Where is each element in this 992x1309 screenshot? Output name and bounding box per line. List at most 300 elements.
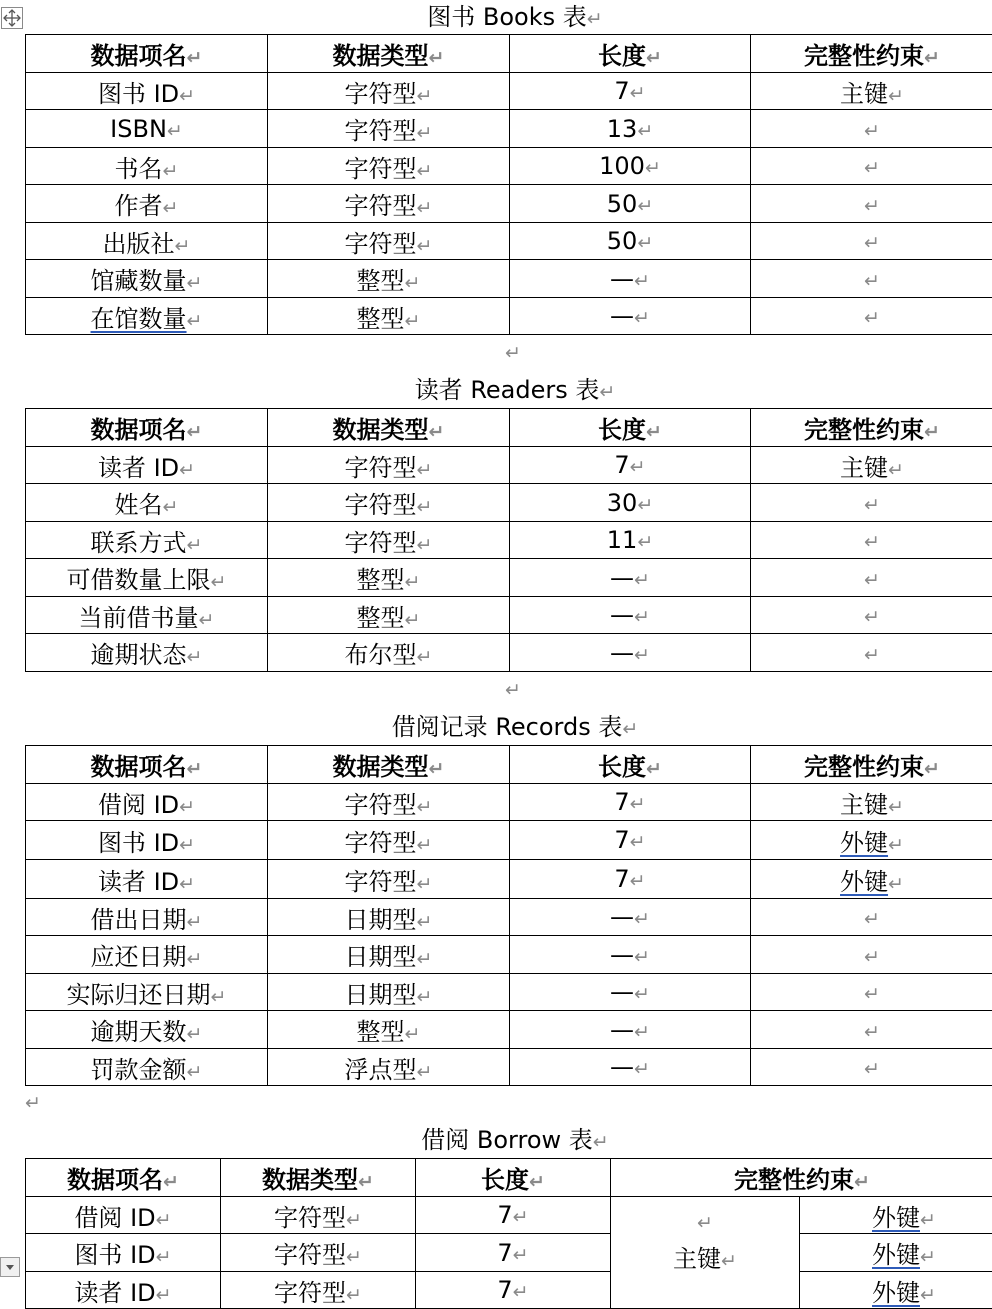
table-cell xyxy=(751,148,992,185)
cell-text: 长度 xyxy=(598,42,646,70)
table-cell xyxy=(510,110,751,148)
table-cell xyxy=(268,936,510,974)
header-cell xyxy=(221,1159,416,1197)
cell-text: 50 xyxy=(607,227,638,255)
return-mark: ↵ xyxy=(417,85,433,107)
table-cell xyxy=(751,110,992,148)
return-mark: ↵ xyxy=(417,948,433,970)
cell-text: 30 xyxy=(607,489,638,517)
cell-text: 整型 xyxy=(357,305,405,333)
cell-text: 当前借书量 xyxy=(79,604,199,632)
table-cell xyxy=(510,522,751,559)
table-cell xyxy=(26,936,268,974)
table-cell xyxy=(268,223,510,260)
table-row xyxy=(26,1011,992,1049)
table-cell xyxy=(751,899,992,936)
table-row xyxy=(26,110,992,148)
table-cell xyxy=(26,1011,268,1049)
table-cell xyxy=(26,860,268,899)
return-mark: ↵ xyxy=(429,758,445,780)
table-cell xyxy=(416,1197,611,1234)
cell-text: 字符型 xyxy=(345,155,417,183)
return-mark: ↵ xyxy=(417,873,433,895)
return-mark: ↵ xyxy=(417,1061,433,1083)
caption-text: 借阅记录 Records 表 xyxy=(392,713,623,741)
caption-text: 读者 Readers 表 xyxy=(415,376,600,404)
cell-text: 字符型 xyxy=(274,1279,346,1307)
return-mark: ↵ xyxy=(417,646,433,668)
return-mark: ↵ xyxy=(924,47,940,69)
paragraph-mark xyxy=(505,342,521,364)
table-cell xyxy=(268,148,510,185)
return-mark: ↵ xyxy=(211,571,227,593)
return-mark: ↵ xyxy=(417,911,433,933)
table-cell xyxy=(26,110,268,148)
return-mark: ↵ xyxy=(167,120,183,142)
table-cell xyxy=(268,1011,510,1049)
table-cell xyxy=(26,1234,221,1272)
return-mark: ↵ xyxy=(156,1246,172,1268)
borrow-table xyxy=(25,1158,992,1309)
table-cell xyxy=(751,484,992,522)
return-mark: ↵ xyxy=(622,718,638,740)
scroll-down-button[interactable] xyxy=(0,1257,20,1277)
table-cell xyxy=(26,260,268,298)
return-mark: ↵ xyxy=(920,1209,936,1231)
cell-text: 数据项名 xyxy=(67,1166,163,1194)
cell-text: 借阅 ID xyxy=(98,791,179,819)
table-cell xyxy=(26,447,268,484)
table-row xyxy=(26,148,992,185)
books-table xyxy=(25,34,992,335)
table-cell xyxy=(510,1049,751,1086)
table-cell xyxy=(751,185,992,223)
return-mark: ↵ xyxy=(187,534,203,556)
table-row xyxy=(26,484,992,522)
return-mark: ↵ xyxy=(179,459,195,481)
table-cell xyxy=(26,784,268,821)
return-mark: ↵ xyxy=(634,270,650,292)
return-mark: ↵ xyxy=(864,494,880,516)
table-row xyxy=(26,1272,992,1309)
return-mark: ↵ xyxy=(630,793,646,815)
cell-text: 字符型 xyxy=(345,491,417,519)
table-header-row xyxy=(26,1159,992,1197)
cell-text: 浮点型 xyxy=(345,1056,417,1084)
return-mark: ↵ xyxy=(199,609,215,631)
table-cell xyxy=(510,899,751,936)
table-cell xyxy=(751,447,992,484)
cell-text: 布尔型 xyxy=(345,641,417,669)
table-row xyxy=(26,860,992,899)
cell-text: 50 xyxy=(607,190,638,218)
table-row xyxy=(26,260,992,298)
return-mark: ↵ xyxy=(864,120,880,142)
table-cell xyxy=(26,522,268,559)
paragraph-mark xyxy=(505,679,521,701)
table-cell xyxy=(268,447,510,484)
return-mark: ↵ xyxy=(587,8,603,30)
table-row xyxy=(26,559,992,597)
table-cell xyxy=(416,1272,611,1309)
table-cell xyxy=(26,73,268,110)
table-cell xyxy=(510,936,751,974)
return-mark: ↵ xyxy=(187,310,203,332)
return-mark: ↵ xyxy=(634,983,650,1005)
return-mark: ↵ xyxy=(637,120,653,142)
return-mark: ↵ xyxy=(645,157,661,179)
cell-text: 外键 xyxy=(872,1204,920,1232)
return-mark: ↵ xyxy=(187,421,203,443)
return-mark: ↵ xyxy=(637,232,653,254)
table-cell xyxy=(751,784,992,821)
cell-text: 日期型 xyxy=(345,943,417,971)
return-mark: ↵ xyxy=(864,946,880,968)
table-cell xyxy=(510,484,751,522)
table-cell xyxy=(26,899,268,936)
table-cell xyxy=(800,1197,992,1234)
table-cell xyxy=(510,73,751,110)
return-mark: ↵ xyxy=(187,1023,203,1045)
return-mark: ↵ xyxy=(417,834,433,856)
header-cell xyxy=(611,1159,992,1197)
cell-text: 数据项名 xyxy=(91,416,187,444)
cell-text: 7 xyxy=(497,1201,512,1229)
header-cell xyxy=(26,746,268,784)
return-mark: ↵ xyxy=(417,986,433,1008)
table-cell xyxy=(510,1011,751,1049)
return-mark: ↵ xyxy=(864,908,880,930)
return-mark: ↵ xyxy=(211,986,227,1008)
table-cell xyxy=(510,260,751,298)
table-cell xyxy=(510,298,751,335)
cell-text: 完整性约束 xyxy=(804,42,924,70)
cell-text: 读者 ID xyxy=(98,454,179,482)
table-cell xyxy=(510,634,751,672)
table-cell xyxy=(751,974,992,1011)
return-mark: ↵ xyxy=(920,1284,936,1306)
header-cell xyxy=(751,746,992,784)
cell-text: 字符型 xyxy=(345,454,417,482)
return-mark: ↵ xyxy=(417,122,433,144)
cell-text: 外键 xyxy=(840,868,888,896)
cell-text: 馆藏数量 xyxy=(91,267,187,295)
cell-text: 字符型 xyxy=(345,117,417,145)
cell-text: 书名 xyxy=(115,155,163,183)
return-mark: ↵ xyxy=(417,534,433,556)
cell-text: 实际归还日期 xyxy=(67,981,211,1009)
table-cell xyxy=(751,522,992,559)
header-cell xyxy=(751,35,992,73)
return-mark: ↵ xyxy=(634,946,650,968)
table-row xyxy=(26,784,992,821)
return-mark: ↵ xyxy=(646,47,662,69)
cell-text: 日期型 xyxy=(345,981,417,1009)
cell-text: 可借数量上限 xyxy=(67,566,211,594)
cell-text: 完整性约束 xyxy=(804,753,924,781)
table-cell xyxy=(268,634,510,672)
table-row xyxy=(26,298,992,335)
cell-text: 7 xyxy=(614,77,629,105)
table-cell xyxy=(800,1272,992,1309)
return-mark: ↵ xyxy=(637,531,653,553)
return-mark: ↵ xyxy=(630,456,646,478)
table-cell xyxy=(26,1197,221,1234)
cell-text: 在馆数量 xyxy=(91,305,187,333)
table-header-row xyxy=(26,35,992,73)
cell-text: 日期型 xyxy=(345,906,417,934)
cell-text: 主键 xyxy=(840,454,888,482)
table-cell xyxy=(26,298,268,335)
cell-text: 联系方式 xyxy=(91,529,187,557)
table-cell xyxy=(510,223,751,260)
table-cell xyxy=(751,223,992,260)
cell-text: 主键 xyxy=(840,791,888,819)
table-cell xyxy=(26,223,268,260)
cell-text: 字符型 xyxy=(345,230,417,258)
table-cell xyxy=(268,1049,510,1086)
return-mark: ↵ xyxy=(864,606,880,628)
return-mark: ↵ xyxy=(179,796,195,818)
cell-text: 100 xyxy=(599,152,645,180)
cell-text: 整型 xyxy=(357,267,405,295)
cell-text: — xyxy=(610,265,634,293)
cell-text: 姓名 xyxy=(115,491,163,519)
cell-text: 完整性约束 xyxy=(804,416,924,444)
return-mark: ↵ xyxy=(646,758,662,780)
return-mark: ↵ xyxy=(187,948,203,970)
table-cell xyxy=(221,1234,416,1272)
return-mark: ↵ xyxy=(156,1284,172,1306)
cell-text: 整型 xyxy=(357,566,405,594)
table-cell xyxy=(26,974,268,1011)
cell-text: 长度 xyxy=(598,753,646,781)
table-row xyxy=(26,899,992,936)
table-cell xyxy=(26,484,268,522)
header-cell xyxy=(751,409,992,447)
table-cell xyxy=(268,974,510,1011)
records-table-caption xyxy=(25,712,992,744)
table-cell xyxy=(268,597,510,634)
cell-text: 借出日期 xyxy=(91,906,187,934)
return-mark: ↵ xyxy=(864,270,880,292)
return-mark: ↵ xyxy=(637,494,653,516)
return-mark: ↵ xyxy=(634,606,650,628)
header-cell xyxy=(268,35,510,73)
return-mark: ↵ xyxy=(637,195,653,217)
header-cell xyxy=(26,35,268,73)
return-mark: ↵ xyxy=(417,160,433,182)
table-row xyxy=(26,447,992,484)
table-cell xyxy=(510,860,751,899)
return-mark: ↵ xyxy=(864,983,880,1005)
return-mark: ↵ xyxy=(599,381,615,403)
return-mark: ↵ xyxy=(405,1023,421,1045)
table-cell xyxy=(268,860,510,899)
return-mark: ↵ xyxy=(864,569,880,591)
return-mark: ↵ xyxy=(646,421,662,443)
header-cell xyxy=(26,409,268,447)
cell-text: 主键 xyxy=(673,1245,721,1273)
cell-text: 应还日期 xyxy=(91,943,187,971)
return-mark: ↵ xyxy=(634,307,650,329)
cell-text: 字符型 xyxy=(274,1204,346,1232)
return-mark: ↵ xyxy=(630,870,646,892)
return-mark: ↵ xyxy=(163,160,179,182)
cell-text: 字符型 xyxy=(345,80,417,108)
return-mark: ↵ xyxy=(888,834,904,856)
return-mark: ↵ xyxy=(417,459,433,481)
table-cell xyxy=(751,821,992,860)
table-cell xyxy=(800,1234,992,1272)
return-mark: ↵ xyxy=(156,1209,172,1231)
return-mark: ↵ xyxy=(888,85,904,107)
books-table-caption xyxy=(25,2,992,34)
return-mark: ↵ xyxy=(163,496,179,518)
return-mark: ↵ xyxy=(187,758,203,780)
cell-text: 图书 ID xyxy=(74,1241,155,1269)
cell-text: 逾期状态 xyxy=(91,641,187,669)
return-mark: ↵ xyxy=(513,1281,529,1303)
paragraph-mark xyxy=(25,1092,41,1114)
return-mark: ↵ xyxy=(405,272,421,294)
table-row xyxy=(26,597,992,634)
cell-text: 读者 ID xyxy=(74,1279,155,1307)
header-cell xyxy=(416,1159,611,1197)
cell-text: 数据类型 xyxy=(333,753,429,781)
table-cell xyxy=(26,559,268,597)
table-cell xyxy=(26,1049,268,1086)
header-cell xyxy=(510,746,751,784)
table-cell xyxy=(268,522,510,559)
return-mark: ↵ xyxy=(513,1244,529,1266)
table-row xyxy=(26,522,992,559)
return-mark: ↵ xyxy=(405,310,421,332)
cell-text: 11 xyxy=(607,526,638,554)
cell-text: 13 xyxy=(607,115,638,143)
table-row xyxy=(26,1234,992,1272)
cell-text: 完整性约束 xyxy=(734,1166,854,1194)
table-cell xyxy=(26,821,268,860)
cell-text: — xyxy=(610,302,634,330)
cell-text: 逾期天数 xyxy=(91,1018,187,1046)
return-mark: ↵ xyxy=(187,646,203,668)
cell-text: — xyxy=(610,564,634,592)
cell-text: 出版社 xyxy=(103,230,175,258)
return-mark: ↵ xyxy=(864,1021,880,1043)
cell-text: 字符型 xyxy=(345,192,417,220)
cell-text: ISBN xyxy=(110,115,167,143)
return-mark: ↵ xyxy=(346,1284,362,1306)
return-mark: ↵ xyxy=(358,1171,374,1193)
return-mark: ↵ xyxy=(630,831,646,853)
cell-text: 数据项名 xyxy=(91,753,187,781)
cell-text: 读者 ID xyxy=(98,868,179,896)
merged-constraint-cell xyxy=(611,1197,800,1309)
return-mark: ↵ xyxy=(346,1209,362,1231)
table-cell xyxy=(26,185,268,223)
return-mark: ↵ xyxy=(346,1246,362,1268)
cell-text: 7 xyxy=(497,1239,512,1267)
table-cell xyxy=(751,73,992,110)
header-cell xyxy=(268,409,510,447)
return-mark: ↵ xyxy=(888,796,904,818)
cell-text: 外键 xyxy=(872,1279,920,1307)
caption-text: 借阅 Borrow 表 xyxy=(421,1126,593,1154)
return-mark: ↵ xyxy=(634,1058,650,1080)
cell-text: 作者 xyxy=(115,192,163,220)
return-mark: ↵ xyxy=(405,571,421,593)
triangle-down-icon xyxy=(1,1258,19,1276)
cell-text: — xyxy=(610,903,634,931)
table-cell xyxy=(26,634,268,672)
return-mark: ↵ xyxy=(864,531,880,553)
return-mark: ↵ xyxy=(697,1212,713,1234)
borrow-table-caption xyxy=(25,1125,992,1157)
return-mark: ↵ xyxy=(864,195,880,217)
return-mark: ↵ xyxy=(405,609,421,631)
table-cell xyxy=(268,899,510,936)
header-cell xyxy=(510,35,751,73)
cell-text: — xyxy=(610,978,634,1006)
table-cell xyxy=(221,1272,416,1309)
return-mark: ↵ xyxy=(864,644,880,666)
return-mark: ↵ xyxy=(924,421,940,443)
cell-text: 字符型 xyxy=(345,791,417,819)
table-cell xyxy=(268,821,510,860)
table-cell xyxy=(751,1011,992,1049)
table-cell xyxy=(26,148,268,185)
return-mark: ↵ xyxy=(854,1171,870,1193)
table-cell xyxy=(510,974,751,1011)
return-mark: ↵ xyxy=(417,796,433,818)
return-mark: ↵ xyxy=(175,235,191,257)
cell-text: 7 xyxy=(614,451,629,479)
return-mark: ↵ xyxy=(417,197,433,219)
return-mark: ↵ xyxy=(429,47,445,69)
table-cell xyxy=(751,1049,992,1086)
return-mark: ↵ xyxy=(920,1246,936,1268)
cell-text: 主键 xyxy=(840,80,888,108)
readers-table xyxy=(25,408,992,672)
table-cell xyxy=(268,559,510,597)
cell-text: 长度 xyxy=(481,1166,529,1194)
table-cell xyxy=(221,1197,416,1234)
return-mark: ↵ xyxy=(163,1171,179,1193)
return-mark: ↵ xyxy=(630,82,646,104)
return-mark: ↵ xyxy=(25,1092,41,1114)
table-cell xyxy=(510,447,751,484)
cell-text: 借阅 ID xyxy=(74,1204,155,1232)
table-cell xyxy=(510,185,751,223)
table-cell xyxy=(268,185,510,223)
return-mark: ↵ xyxy=(187,911,203,933)
table-cell xyxy=(26,1272,221,1309)
return-mark: ↵ xyxy=(864,307,880,329)
cell-text: 字符型 xyxy=(345,829,417,857)
return-mark: ↵ xyxy=(888,459,904,481)
table-cell xyxy=(510,821,751,860)
return-mark: ↵ xyxy=(163,197,179,219)
table-cell xyxy=(751,298,992,335)
return-mark: ↵ xyxy=(864,1058,880,1080)
return-mark: ↵ xyxy=(179,85,195,107)
table-cell xyxy=(751,860,992,899)
table-cell xyxy=(268,484,510,522)
table-move-handle[interactable] xyxy=(1,7,23,29)
table-row xyxy=(26,185,992,223)
return-mark: ↵ xyxy=(179,834,195,856)
